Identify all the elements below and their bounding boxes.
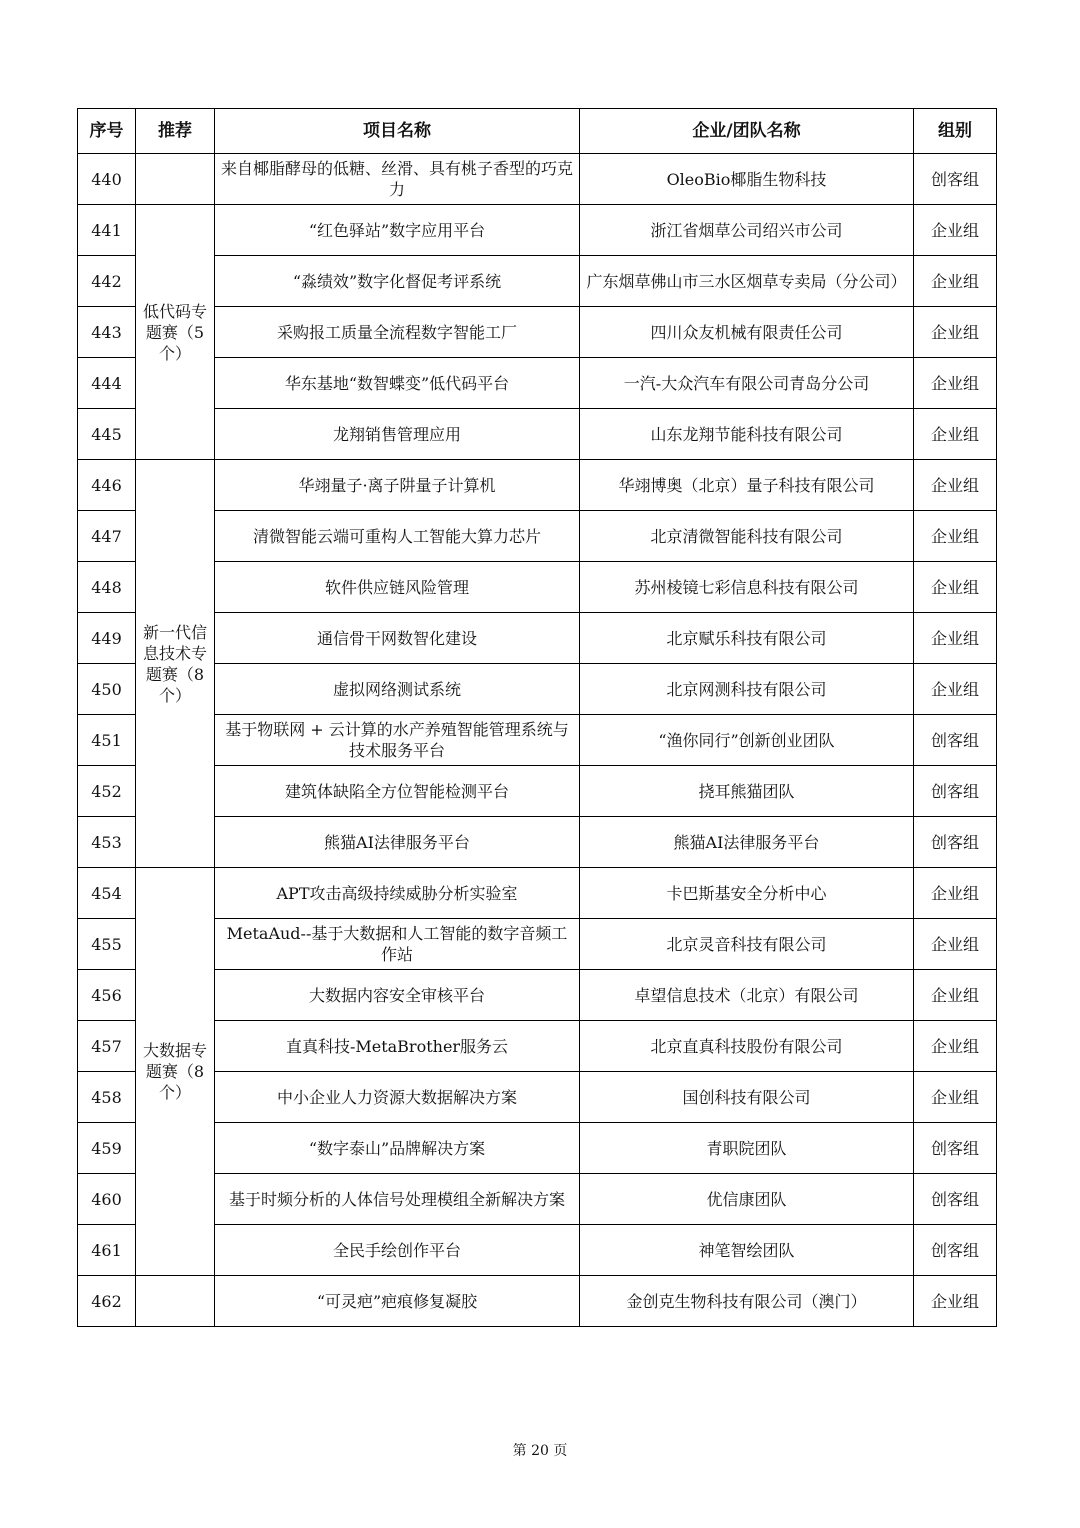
project-name: 通信骨干网数智化建设 <box>215 613 580 664</box>
group-name: 企业组 <box>914 562 997 613</box>
group-name: 企业组 <box>914 919 997 970</box>
table-row <box>78 1123 997 1174</box>
group-name: 企业组 <box>914 205 997 256</box>
company-name: 北京清微智能科技有限公司 <box>580 511 914 562</box>
company-name: 卓望信息技术（北京）有限公司 <box>580 970 914 1021</box>
table-row <box>78 817 997 868</box>
row-no: 448 <box>78 562 136 613</box>
company-name: 北京赋乐科技有限公司 <box>580 613 914 664</box>
table-row <box>78 715 997 766</box>
company-name: 国创科技有限公司 <box>580 1072 914 1123</box>
header-recommend: 推荐 <box>136 109 215 154</box>
row-no: 462 <box>78 1276 136 1327</box>
company-name: 四川众友机械有限责任公司 <box>580 307 914 358</box>
company-name: 卡巴斯基安全分析中心 <box>580 868 914 919</box>
row-no: 440 <box>78 154 136 205</box>
header-project-name: 项目名称 <box>215 109 580 154</box>
project-name: 虚拟网络测试系统 <box>215 664 580 715</box>
project-name: 软件供应链风险管理 <box>215 562 580 613</box>
project-name: MetaAud--基于大数据和人工智能的数字音频工作站 <box>215 919 580 970</box>
table-row <box>78 1174 997 1225</box>
project-name: 熊猫AI法律服务平台 <box>215 817 580 868</box>
header-group: 组别 <box>914 109 997 154</box>
row-no: 454 <box>78 868 136 919</box>
group-name: 企业组 <box>914 664 997 715</box>
row-no: 451 <box>78 715 136 766</box>
company-name: 一汽-大众汽车有限公司青岛分公司 <box>580 358 914 409</box>
table-row <box>78 766 997 817</box>
row-no: 444 <box>78 358 136 409</box>
project-name: “红色驿站”数字应用平台 <box>215 205 580 256</box>
table-row <box>78 613 997 664</box>
recommend-bigdata: 大数据专题赛（8个） <box>136 868 215 1276</box>
project-name: 基于物联网 + 云计算的水产养殖智能管理系统与技术服务平台 <box>215 715 580 766</box>
group-name: 创客组 <box>914 154 997 205</box>
company-name: 北京灵音科技有限公司 <box>580 919 914 970</box>
group-name: 创客组 <box>914 715 997 766</box>
row-no: 447 <box>78 511 136 562</box>
company-name: 浙江省烟草公司绍兴市公司 <box>580 205 914 256</box>
row-no: 458 <box>78 1072 136 1123</box>
table-row <box>78 1276 997 1327</box>
company-name: 金创克生物科技有限公司（澳门） <box>580 1276 914 1327</box>
group-name: 创客组 <box>914 817 997 868</box>
table-row <box>78 664 997 715</box>
group-name: 创客组 <box>914 1225 997 1276</box>
group-name: 企业组 <box>914 511 997 562</box>
group-name: 企业组 <box>914 256 997 307</box>
company-name: 熊猫AI法律服务平台 <box>580 817 914 868</box>
group-name: 创客组 <box>914 1123 997 1174</box>
company-name: 广东烟草佛山市三水区烟草专卖局（分公司） <box>580 256 914 307</box>
project-table <box>77 108 997 1327</box>
table-row <box>78 358 997 409</box>
row-no: 456 <box>78 970 136 1021</box>
table-row <box>78 256 997 307</box>
project-name: 直真科技-MetaBrother服务云 <box>215 1021 580 1072</box>
table-row <box>78 307 997 358</box>
project-name: “淼绩效”数字化督促考评系统 <box>215 256 580 307</box>
project-name: 清微智能云端可重构人工智能大算力芯片 <box>215 511 580 562</box>
group-name: 企业组 <box>914 307 997 358</box>
company-name: 苏州棱镜七彩信息科技有限公司 <box>580 562 914 613</box>
table-row <box>78 1021 997 1072</box>
project-name: 来自椰脂酵母的低糖、丝滑、具有桃子香型的巧克力 <box>215 154 580 205</box>
table-row <box>78 970 997 1021</box>
recommend-cell-empty <box>136 154 215 205</box>
group-name: 创客组 <box>914 1174 997 1225</box>
company-name: OleoBio椰脂生物科技 <box>580 154 914 205</box>
recommend-lowcode: 低代码专题赛（5个） <box>136 205 215 460</box>
table-row <box>78 409 997 460</box>
project-name: 全民手绘创作平台 <box>215 1225 580 1276</box>
row-no: 442 <box>78 256 136 307</box>
project-name: “数字泰山”品牌解决方案 <box>215 1123 580 1174</box>
company-name: 青职院团队 <box>580 1123 914 1174</box>
table-row <box>78 205 997 256</box>
recommend-newgen: 新一代信息技术专题赛（8个） <box>136 460 215 868</box>
row-no: 453 <box>78 817 136 868</box>
table-row <box>78 154 997 205</box>
header-company-name: 企业/团队名称 <box>580 109 914 154</box>
group-name: 企业组 <box>914 409 997 460</box>
company-name: 优信康团队 <box>580 1174 914 1225</box>
row-no: 455 <box>78 919 136 970</box>
row-no: 457 <box>78 1021 136 1072</box>
company-name: 神笔智绘团队 <box>580 1225 914 1276</box>
table-row <box>78 1072 997 1123</box>
group-name: 企业组 <box>914 970 997 1021</box>
project-name: 华翊量子·离子阱量子计算机 <box>215 460 580 511</box>
row-no: 452 <box>78 766 136 817</box>
company-name: 华翊博奥（北京）量子科技有限公司 <box>580 460 914 511</box>
group-name: 企业组 <box>914 1276 997 1327</box>
row-no: 450 <box>78 664 136 715</box>
table-row <box>78 919 997 970</box>
table-row <box>78 511 997 562</box>
group-name: 企业组 <box>914 1021 997 1072</box>
row-no: 460 <box>78 1174 136 1225</box>
table-row <box>78 868 997 919</box>
row-no: 445 <box>78 409 136 460</box>
group-name: 企业组 <box>914 613 997 664</box>
company-name: 北京直真科技股份有限公司 <box>580 1021 914 1072</box>
group-name: 创客组 <box>914 766 997 817</box>
project-name: APT攻击高级持续威胁分析实验室 <box>215 868 580 919</box>
recommend-cell-empty <box>136 1276 215 1327</box>
row-no: 449 <box>78 613 136 664</box>
project-name: 基于时频分析的人体信号处理模组全新解决方案 <box>215 1174 580 1225</box>
page-number: 第 20 页 <box>512 1443 568 1459</box>
group-name: 企业组 <box>914 868 997 919</box>
company-name: 北京网测科技有限公司 <box>580 664 914 715</box>
company-name: 山东龙翔节能科技有限公司 <box>580 409 914 460</box>
header-no: 序号 <box>78 109 136 154</box>
table-row <box>78 1225 997 1276</box>
project-name: 大数据内容安全审核平台 <box>215 970 580 1021</box>
project-name: “可灵疤”疤痕修复凝胶 <box>215 1276 580 1327</box>
group-name: 企业组 <box>914 358 997 409</box>
row-no: 459 <box>78 1123 136 1174</box>
project-name: 采购报工质量全流程数字智能工厂 <box>215 307 580 358</box>
company-name: “渔你同行”创新创业团队 <box>580 715 914 766</box>
table-row <box>78 460 997 511</box>
row-no: 443 <box>78 307 136 358</box>
row-no: 446 <box>78 460 136 511</box>
group-name: 企业组 <box>914 460 997 511</box>
project-name: 龙翔销售管理应用 <box>215 409 580 460</box>
row-no: 441 <box>78 205 136 256</box>
project-name: 华东基地“数智蝶变”低代码平台 <box>215 358 580 409</box>
table-row <box>78 562 997 613</box>
group-name: 企业组 <box>914 1072 997 1123</box>
table-header-row <box>78 109 997 154</box>
row-no: 461 <box>78 1225 136 1276</box>
company-name: 挠耳熊猫团队 <box>580 766 914 817</box>
project-name: 建筑体缺陷全方位智能检测平台 <box>215 766 580 817</box>
project-name: 中小企业人力资源大数据解决方案 <box>215 1072 580 1123</box>
